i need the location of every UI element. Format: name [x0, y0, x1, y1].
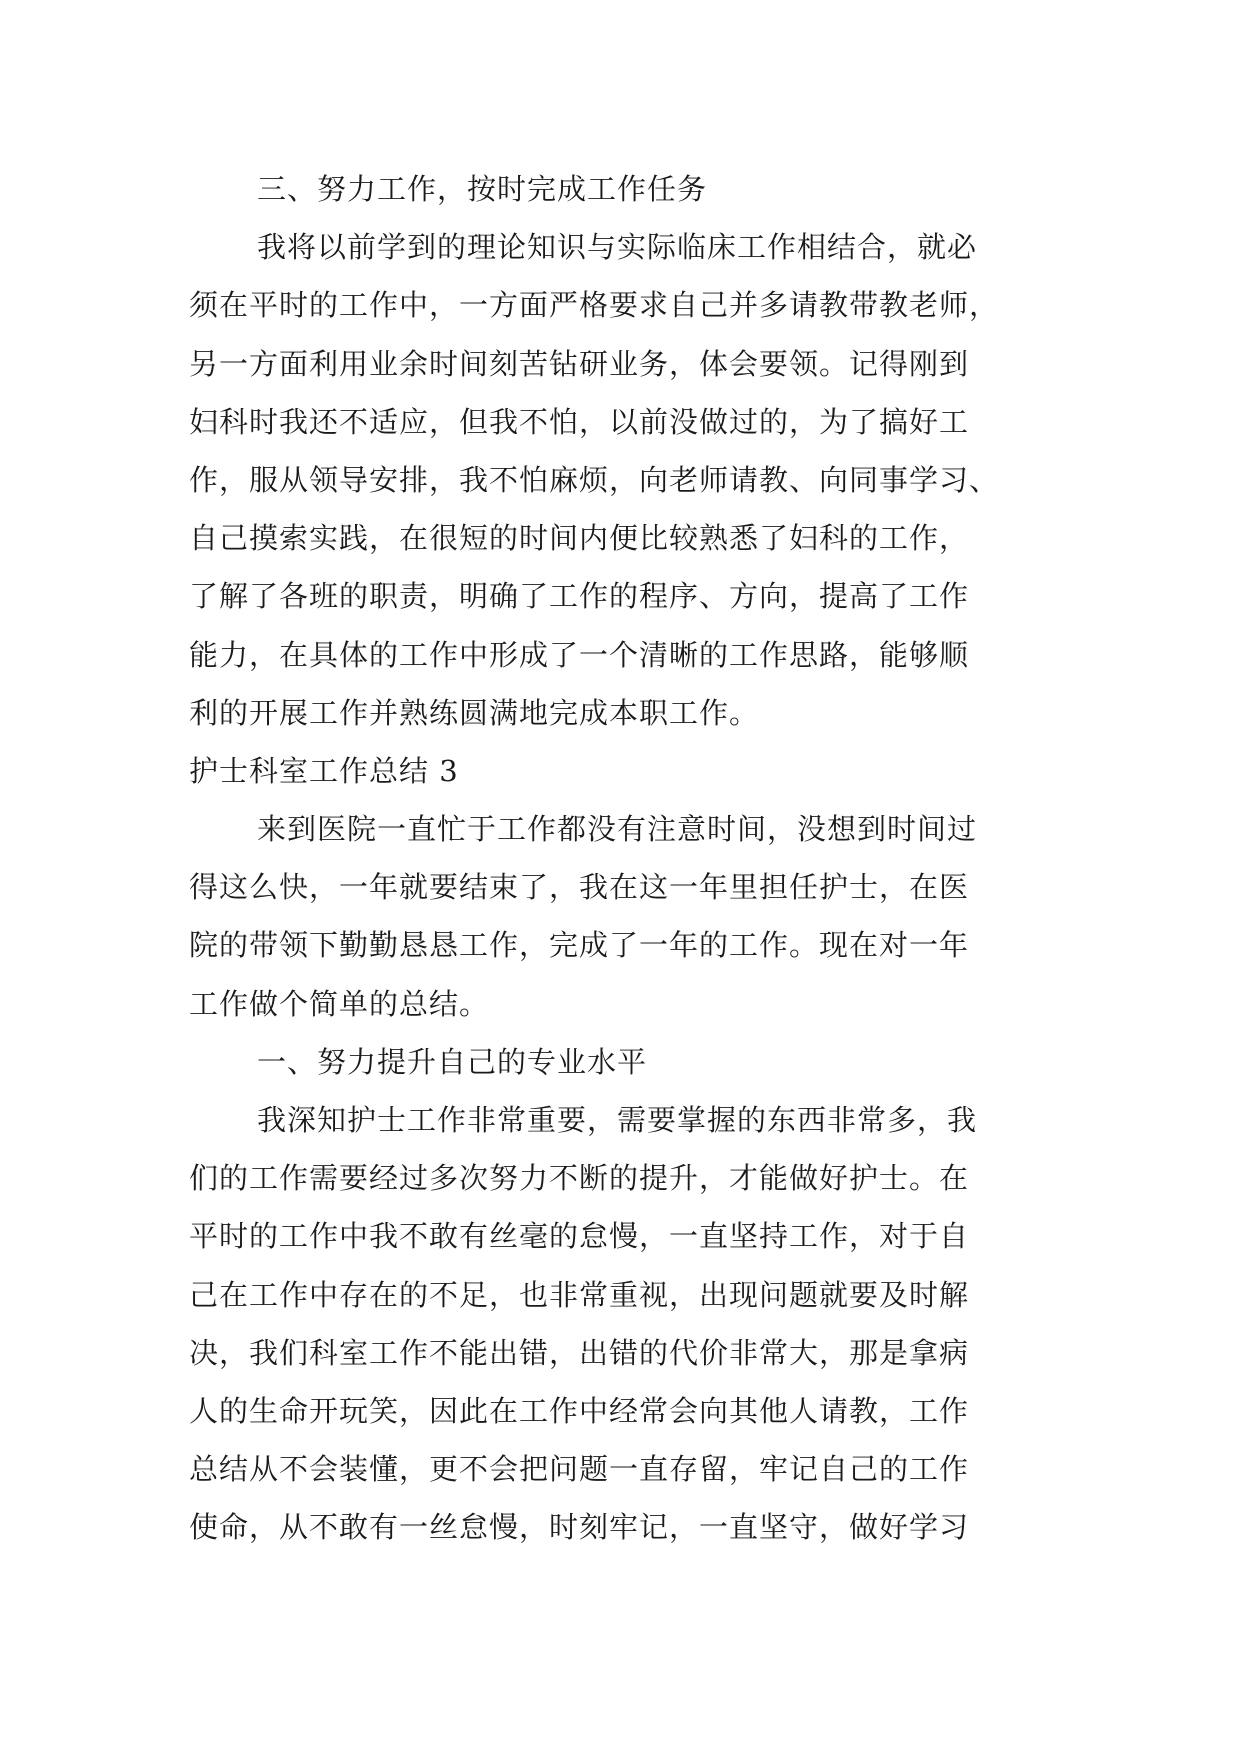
text-line: 们的工作需要经过多次努力不断的提升，才能做好护士。在 — [189, 1161, 970, 1196]
text-line: 人的生命开玩笑，因此在工作中经常会向其他人请教，工作 — [189, 1393, 970, 1428]
document-body — [189, 160, 1069, 1557]
text-line: 平时的工作中我不敢有丝毫的怠慢，一直坚持工作，对于自 — [189, 1219, 970, 1254]
text-line: 得这么快，一年就要结束了，我在这一年里担任护士，在医 — [189, 870, 970, 905]
text-line: 妇科时我还不适应，但我不怕，以前没做过的，为了搞好工 — [189, 404, 970, 439]
text-line: 一、努力提升自己的专业水平 — [257, 1044, 648, 1079]
text-line: 院的带领下勤勤恳恳工作，完成了一年的工作。现在对一年 — [189, 928, 970, 963]
text-line: 使命，从不敢有一丝怠慢，时刻牢记，一直坚守，做好学习 — [189, 1510, 970, 1545]
text-line: 我深知护士工作非常重要，需要掌握的东西非常多，我 — [257, 1103, 978, 1137]
text-line: 三、努力工作，按时完成工作任务 — [257, 172, 708, 206]
text-line: 决，我们科室工作不能出错，出错的代价非常大，那是拿病 — [189, 1335, 970, 1370]
text-line: 来到医院一直忙于工作都没有注意时间，没想到时间过 — [257, 812, 978, 847]
text-line: 自己摸索实践，在很短的时间内便比较熟悉了妇科的工作， — [189, 521, 970, 556]
text-line: 总结从不会装懂，更不会把问题一直存留，牢记自己的工作 — [189, 1452, 970, 1487]
text-line: 利的开展工作并熟练圆满地完成本职工作。 — [189, 695, 760, 730]
text-line: 能力，在具体的工作中形成了一个清晰的工作思路，能够顺 — [189, 637, 970, 672]
text-line: 须在平时的工作中，一方面严格要求自己并多请教带教老师， — [189, 288, 1000, 323]
text-line: 我将以前学到的理论知识与实际临床工作相结合，就必 — [257, 230, 978, 265]
text-line: 工作做个简单的总结。 — [189, 986, 490, 1021]
text-line: 护士科室工作总结 3 — [189, 753, 459, 788]
text-line: 作，服从领导安排，我不怕麻烦，向老师请教、向同事学习、 — [189, 462, 1000, 497]
text-line: 另一方面利用业余时间刻苦钻研业务，体会要领。记得刚到 — [189, 346, 970, 381]
text-line: 己在工作中存在的不足，也非常重视，出现问题就要及时解 — [189, 1277, 970, 1312]
text-line: 了解了各班的职责，明确了工作的程序、方向，提高了工作 — [189, 579, 970, 614]
